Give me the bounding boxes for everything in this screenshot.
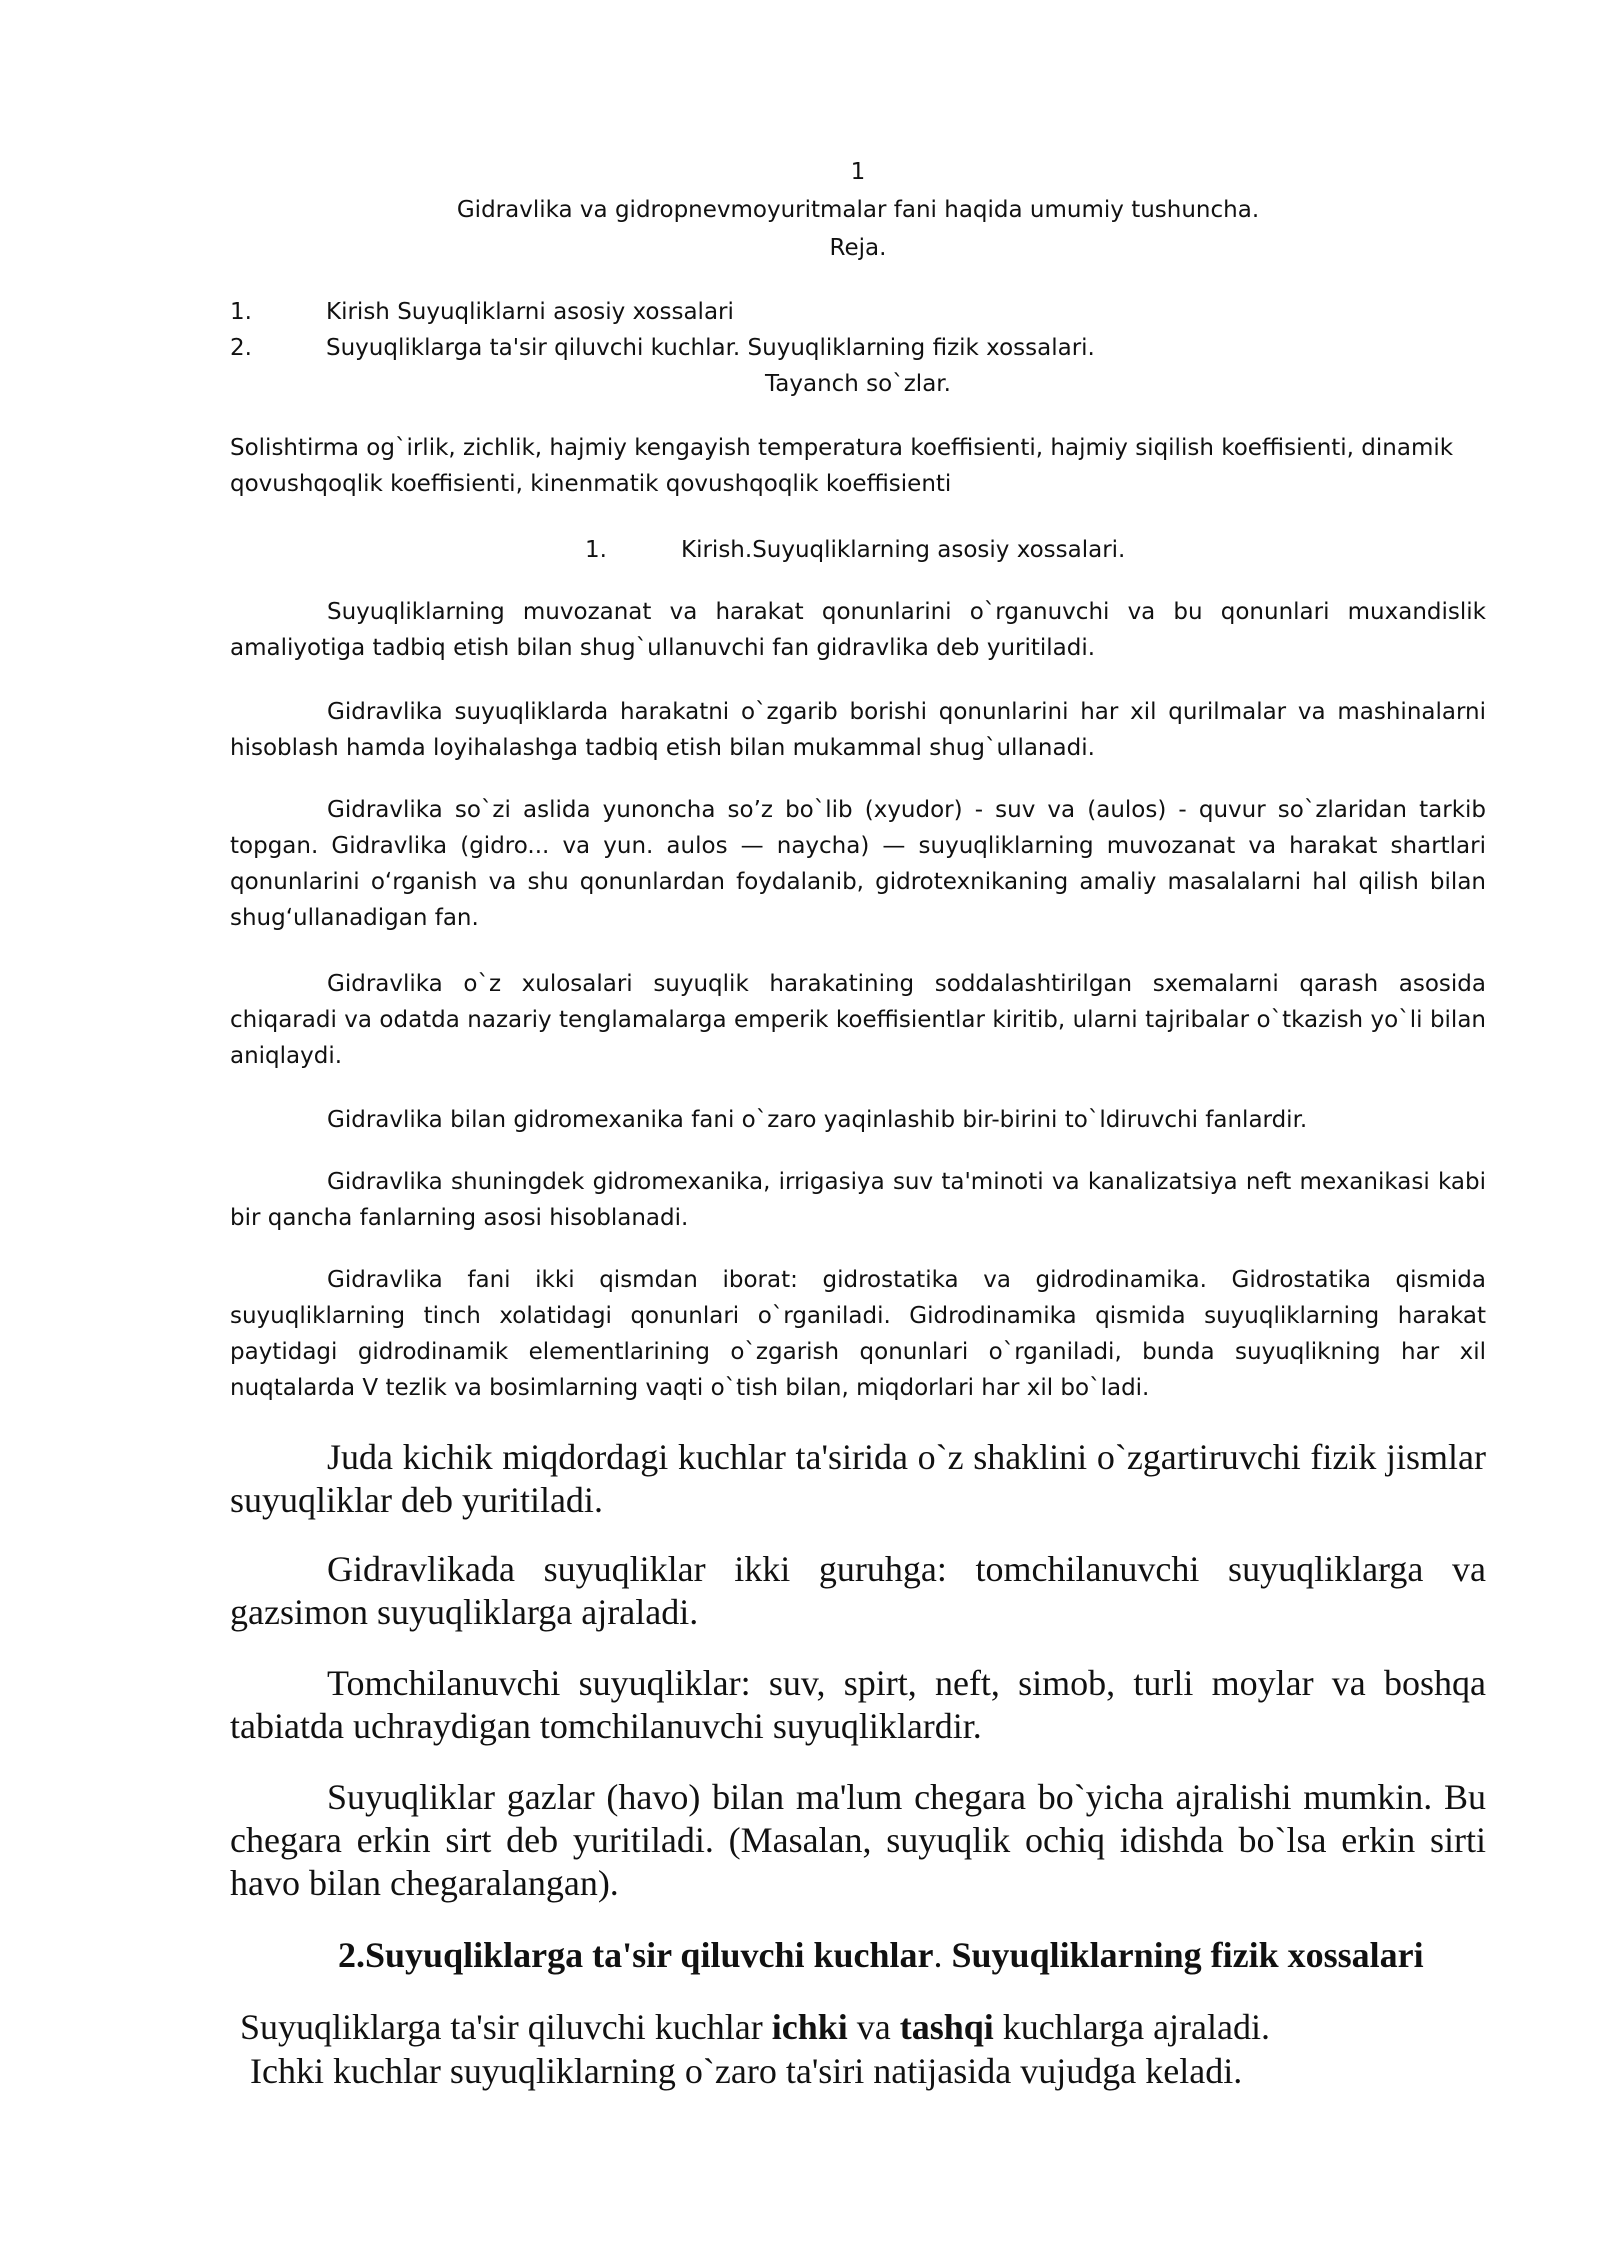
plan-item-number: 2. xyxy=(230,335,252,361)
plan-heading: Reja. xyxy=(829,235,887,261)
serif-paragraph-2: Gidravlikada suyuqliklar ikki guruhga: tomchilanuvchi suyuqliklarga va gazsimon suyuqliklarga ajraladi. xyxy=(230,1549,1486,1632)
paragraph-1: Suyuqliklarning muvozanat va harakat qonunlarini o`rganuvchi va bu qonunlari muxandislik amaliyotiga tadbiq etish bilan shug`ullanuvchi fan gidravlika deb yuritiladi. xyxy=(230,599,1486,661)
plan-item-text: Suyuqliklarga ta'sir qiluvchi kuchlar. Suyuqliklarning fizik xossalari. xyxy=(326,335,1095,361)
paragraph-2: Gidravlika suyuqliklarda harakatni o`zgarib borishi qonunlarini har xil qurilmalar va mashinalarni hisoblash hamda loyihalashga tadbiq etish bilan mukammal shug`ullanadi. xyxy=(230,699,1486,761)
document-title: Gidravlika va gidropnevmoyuritmalar fani haqida umumiy tushuncha. xyxy=(456,197,1260,223)
keywords-heading: Tayanch so`zlar. xyxy=(765,371,951,397)
forces-internal: ichki xyxy=(771,2007,848,2047)
keywords-text: Solishtirma og`irlik, zichlik, hajmiy kengayish temperatura koeffisienti, hajmiy siqilish koeffisienti, dinamik qovushqoqlik koeffisienti, kinenmatik qovushqoqlik koeffisienti xyxy=(230,435,1454,497)
section1-title: Kirish.Suyuqliklarning asosiy xossalari. xyxy=(681,537,1126,563)
paragraph-7: Gidravlika fani ikki qismdan iborat: gidrostatika va gidrodinamika. Gidrostatika qismida suyuqliklarning tinch xolatidagi qonunlari o`rganiladi. Gidrodinamika qismida suyuqliklarning harakat paytidagi gidrodinamik elementlarining o`zgarish qonunlari o`rganiladi, bunda suyuqlikning har xil nuqtalarda V tezlik va bosimlarning vaqti o`tish bilan, miqdorlari har xil bo`ladi. xyxy=(230,1267,1486,1401)
section2-heading xyxy=(230,1934,1486,1977)
section2-title-part1: 2.Suyuqliklarga ta'sir qiluvchi kuchlar xyxy=(338,1935,934,1975)
section1-heading xyxy=(230,532,1486,568)
plan-item-number: 1. xyxy=(230,299,252,325)
serif-paragraph-3: Tomchilanuvchi suyuqliklar: suv, spirt, neft, simob, turli moylar va boshqa tabiatda uchraydigan tomchilanuvchi suyuqliklardir. xyxy=(230,1663,1486,1746)
serif-paragraph-4: Suyuqliklar gazlar (havo) bilan ma'lum chegara bo`yicha ajralishi mumkin. Bu chegara erkin sirt deb yuritiladi. (Masalan, suyuqlik ochiq idishda bo`lsa erkin sirti havo bilan chegaralangan). xyxy=(230,1777,1486,1903)
paragraph-6: Gidravlika shuningdek gidromexanika, irrigasiya suv ta'minoti va kanalizatsiya neft mexanikasi kabi bir qancha fanlarning asosi hisoblanadi. xyxy=(230,1169,1486,1231)
plan-item-text: Kirish Suyuqliklarni asosiy xossalari xyxy=(326,299,734,325)
plan-item-2 xyxy=(230,330,1486,366)
paragraph-4: Gidravlika o`z xulosalari suyuqlik harakatining soddalashtirilgan sxemalarni qarash asosida chiqaradi va odatda nazariy tenglamalarga emperik koeffisientlar kiritib, ularni tajribalar o`tkazish yo`li bilan aniqlaydi. xyxy=(230,971,1486,1069)
forces-text: va xyxy=(847,2007,900,2047)
forces-text: Suyuqliklarga ta'sir qiluvchi kuchlar xyxy=(240,2007,772,2047)
serif-paragraph-1: Juda kichik miqdordagi kuchlar ta'sirida o`z shaklini o`zgartiruvchi fizik jismlar suyuqliklar deb yuritiladi. xyxy=(230,1437,1486,1520)
internal-forces-line: Ichki kuchlar suyuqliklarning o`zaro ta'siri natijasida vujudga keladi. xyxy=(250,2051,1243,2091)
forces-text: kuchlarga ajraladi. xyxy=(993,2007,1271,2047)
section2-title-dot: . xyxy=(933,1935,943,1975)
section2-title-part2: Suyuqliklarning fizik xossalari xyxy=(942,1935,1424,1975)
forces-line xyxy=(240,2006,1496,2049)
page-number: 1 xyxy=(850,159,866,185)
plan-item-1 xyxy=(230,294,1486,330)
forces-external: tashqi xyxy=(899,2007,994,2047)
paragraph-5: Gidravlika bilan gidromexanika fani o`zaro yaqinlashib bir-birini to`ldiruvchi fanlardir. xyxy=(327,1107,1308,1133)
section1-number: 1. xyxy=(585,537,607,563)
paragraph-3: Gidravlika so`zi aslida yunoncha so’z bo`lib (xyudor) - suv va (aulos) - quvur so`zlaridan tarkib topgan. Gidravlika (gidro... va yun. aulos — naycha) — suyuqliklarning muvozanat va harakat shartlari qonunlarini oʻrganish va shu qonunlardan foydalanib, gidrotexnikaning amaliy masalalarni hal qilish bilan shugʻullanadigan fan. xyxy=(230,797,1486,931)
